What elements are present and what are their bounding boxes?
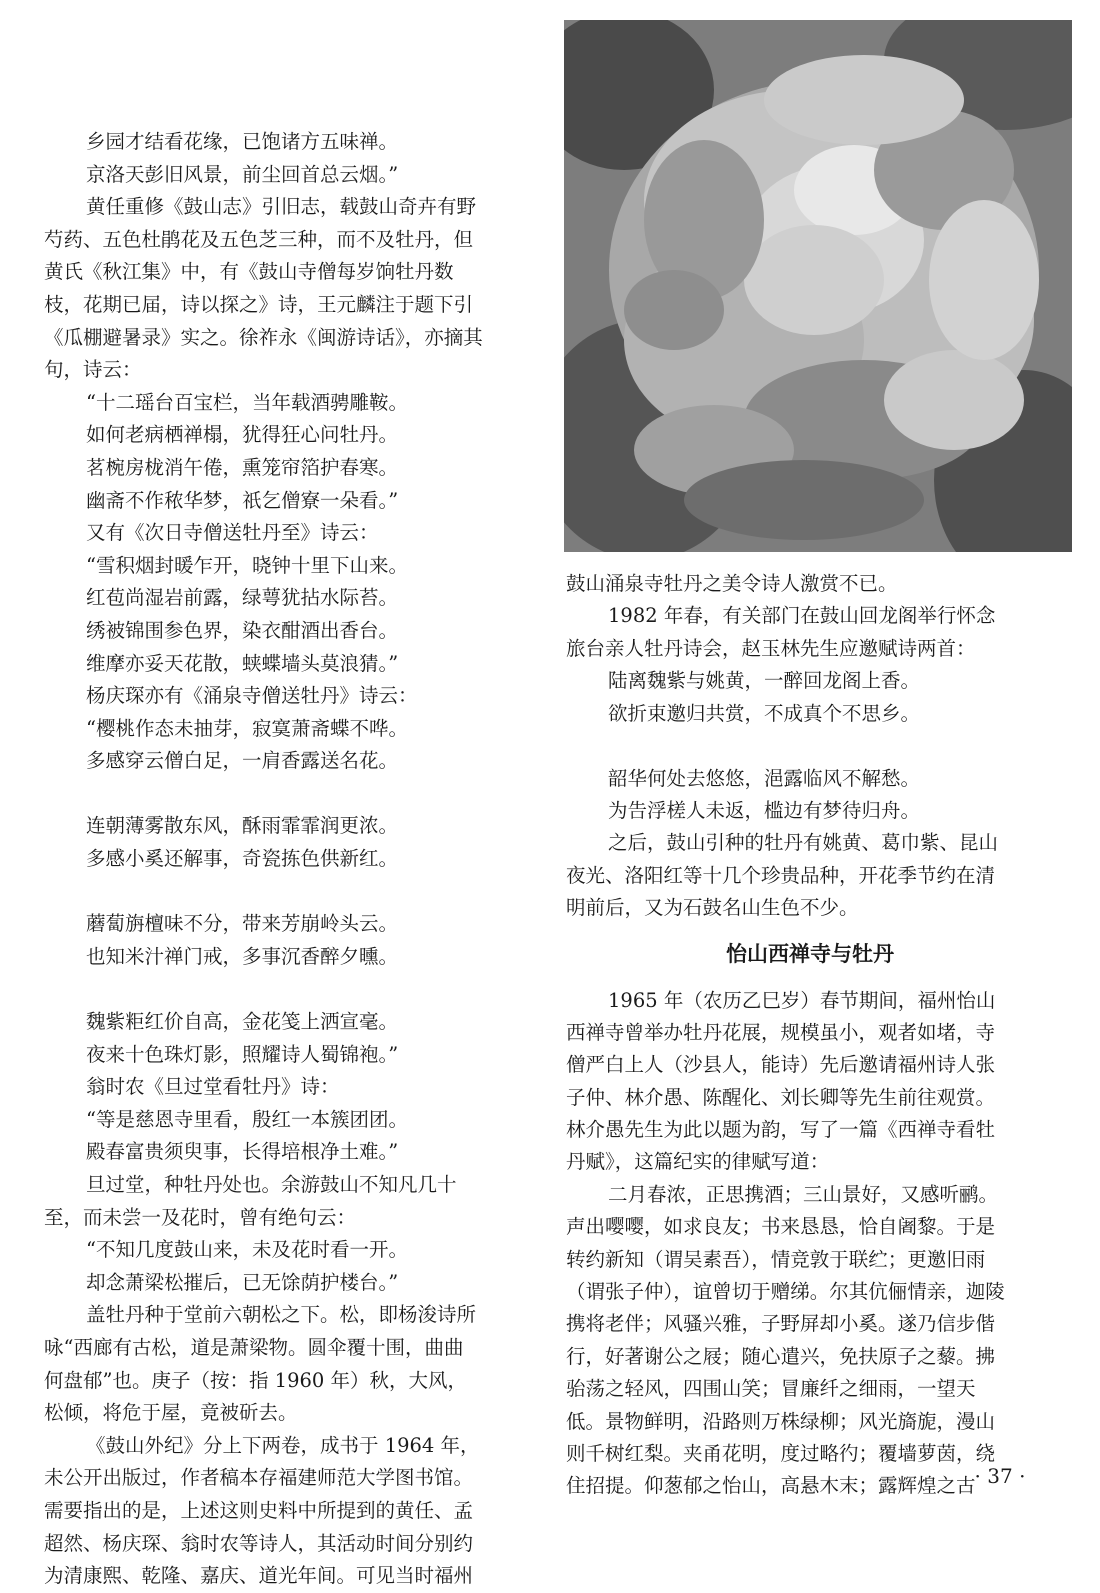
text-line: 为告浮槎人未返，槛边有梦待归舟。 [608,798,921,822]
text-line: 黄氏《秋江集》中，有《鼓山寺僧每岁饷牡丹数 [44,260,454,284]
text-line: 需要指出的是，上述这则史料中所提到的黄任、孟 [44,1498,474,1522]
text-line: 韶华何处去悠悠，浥露临风不解愁。 [608,766,921,790]
text-line: 旅台亲人牡丹诗会，赵玉林先生应邀赋诗两首： [566,636,976,660]
text-line: 红苞尚湿岩前露，绿萼犹拈水际苔。 [86,586,399,610]
text-line: 林介愚先生为此以题为韵，写了一篇《西禅寺看牡 [566,1118,996,1142]
text-line: 却念萧梁松摧后，已无馀荫护楼台。” [86,1270,399,1294]
text-line: 如何老病栖禅榻，犹得狂心问牡丹。 [86,423,399,447]
text-line: 西禅寺曾举办牡丹花展，规模虽小，观者如堵，寺 [566,1020,996,1044]
text-line: 低。景物鲜明，沿路则万株绿柳；风光旖旎，漫山 [566,1409,996,1433]
text-line: 蘑蔔旃檀味不分，带来芳崩岭头云。 [86,912,399,936]
text-line: 欲折束邀归共赏，不成真个不思乡。 [608,701,921,725]
text-line: 又有《次日寺僧送牡丹至》诗云： [86,521,379,545]
text-line: “不知几度鼓山来，未及花时看一开。 [86,1238,408,1262]
text-line: 1965 年（农历乙巳岁）春节期间，福州怡山 [608,988,996,1012]
text-line: 行，好著谢公之屐；随心遣兴，免扶原子之藜。拂 [566,1344,996,1368]
text-line: 京洛天彭旧风景，前尘回首总云烟。” [86,162,399,186]
text-line: 未公开出版过，作者稿本存福建师范大学图书馆。 [44,1466,474,1490]
text-line: 幽斋不作秾华梦，祇乞僧寮一朵看。” [86,488,399,512]
text-line: 僧严白上人（沙县人，能诗）先后邀请福州诗人张 [566,1053,996,1077]
text-line: “樱桃作态未抽芽，寂寞萧斋蝶不哗。 [86,716,408,740]
text-line: 魏紫粔红价自高，金花笺上洒宣毫。 [86,1010,399,1034]
text-line: 《瓜棚避暑录》实之。徐祚永《闽游诗话》，亦摘其 [44,325,483,349]
text-line: 陆离魏紫与姚黄，一醉回龙阁上香。 [608,669,921,693]
blank-line [44,973,528,1006]
text-line: 之后，鼓山引种的牡丹有姚黄、葛巾紫、昆山 [608,831,999,855]
blank-line [566,730,1054,763]
text-line: 松倾，将危于屋，竟被斫去。 [44,1401,298,1425]
blank-line [44,778,528,811]
text-line: “十二瑶台百宝栏，当年载酒骋雕鞍。 [86,390,408,414]
right-bottom-paragraphs [566,985,1054,1503]
text-line: 多感穿云僧白足，一肩香露送名花。 [86,749,399,773]
text-line: 绣被锦围参色界，染衣酣酒出香台。 [86,618,399,642]
text-line: 翁时农《旦过堂看牡丹》诗： [86,1075,340,1099]
text-line: 维摩亦妥天花散，蛱蝶墙头莫浪猜。” [86,651,399,675]
text-line: 至，而未尝一及花时，曾有绝句云： [44,1205,357,1229]
right-text-column [566,568,1054,1503]
text-line: 枝，花期已届，诗以探之》诗，王元麟注于题下引 [44,292,474,316]
text-line: 《鼓山外纪》分上下两卷，成书于 1964 年， [86,1433,480,1457]
text-line: 连朝薄雾散东风，酥雨霏霏润更浓。 [86,814,399,838]
left-text-column [44,126,528,1593]
text-line: 殿春富贵须臾事，长得培根净土难。” [86,1140,399,1164]
text-line: 住招提。仰葱郁之怡山，高悬木末；露辉煌之古 [566,1474,976,1498]
page-number: · 37 · [974,1464,1026,1488]
blank-line [44,876,528,909]
text-line: 茗椀房栊消午倦，熏笼帘箔护春寒。 [86,455,399,479]
text-line: 夜光、洛阳红等十几个珍贵品种，开花季节约在清 [566,863,996,887]
section-heading: 怡山西禅寺与牡丹 [726,941,894,966]
text-line: 子仲、林介愚、陈醒化、刘长卿等先生前往观赏。 [566,1085,996,1109]
peony-photograph [564,20,1072,552]
text-line: 1982 年春，有关部门在鼓山回龙阁举行怀念 [608,604,996,628]
text-line: 明前后，又为石鼓名山生色不少。 [566,896,859,920]
text-line: 超然、杨庆琛、翁时农等诗人，其活动时间分别约 [44,1531,474,1555]
text-line: 二月春浓，正思携酒；三山景好，又感听鹂。 [608,1182,999,1206]
text-line: “等是慈恩寺里看，殷红一本簇团团。 [86,1107,408,1131]
text-line: 鼓山涌泉寺牡丹之美令诗人激赏不已。 [566,572,898,595]
text-line: 何盘郁”也。庚子（按：指 1960 年）秋，大风， [44,1368,467,1392]
text-line: 黄任重修《鼓山志》引旧志，载鼓山奇卉有野 [86,195,477,219]
text-line: 乡园才结看花缘，已饱诸方五味禅。 [86,130,399,153]
text-line: 携将老伴；风骚兴雅，子野屏却小奚。遂乃信步偕 [566,1312,996,1336]
text-line: 芍药、五色杜鹃花及五色芝三种，而不及牡丹，但 [44,227,474,251]
text-line: 句，诗云： [44,358,142,382]
text-line: 骀荡之轻风，四围山笑；冒廉纤之细雨，一望天 [566,1377,976,1401]
text-line: 盖牡丹种于堂前六朝松之下。松，即杨浚诗所 [86,1303,477,1327]
text-line: “雪积烟封暖乍开，晓钟十里下山来。 [86,553,408,577]
right-top-paragraphs [566,568,1054,925]
text-line: 转约新知（谓吴素吾），情竞敦于联纻；更邀旧雨 [566,1247,986,1271]
text-line: 为清康熙、乾隆、嘉庆、道光年间。可见当时福州 [44,1564,474,1588]
text-line: 也知米汁禅门戒，多事沉香醉夕曛。 [86,944,399,968]
text-line: （谓张子仲），谊曾切于赠绨。尔其伉俪情亲，迦陵 [566,1280,1005,1304]
text-line: 多感小奚还解事，奇瓷拣色供新红。 [86,847,399,871]
text-line: 杨庆琛亦有《涌泉寺僧送牡丹》诗云： [86,684,418,708]
text-line: 声出嘤嘤，如求良友；书来恳恳，恰自阇黎。于是 [566,1215,996,1239]
text-line: 丹赋》，这篇纪实的律赋写道： [566,1150,830,1174]
text-line: 旦过堂，种牡丹处也。余游鼓山不知凡几十 [86,1173,457,1196]
text-line: 则千树红梨。夹甬花明，度过略彴；覆墙萝茵，绕 [566,1441,996,1465]
text-line: 夜来十色珠灯影，照耀诗人蜀锦袍。” [86,1042,399,1066]
text-line: 咏“西廊有古松，道是萧梁物。圆伞覆十围，曲曲 [44,1335,464,1359]
